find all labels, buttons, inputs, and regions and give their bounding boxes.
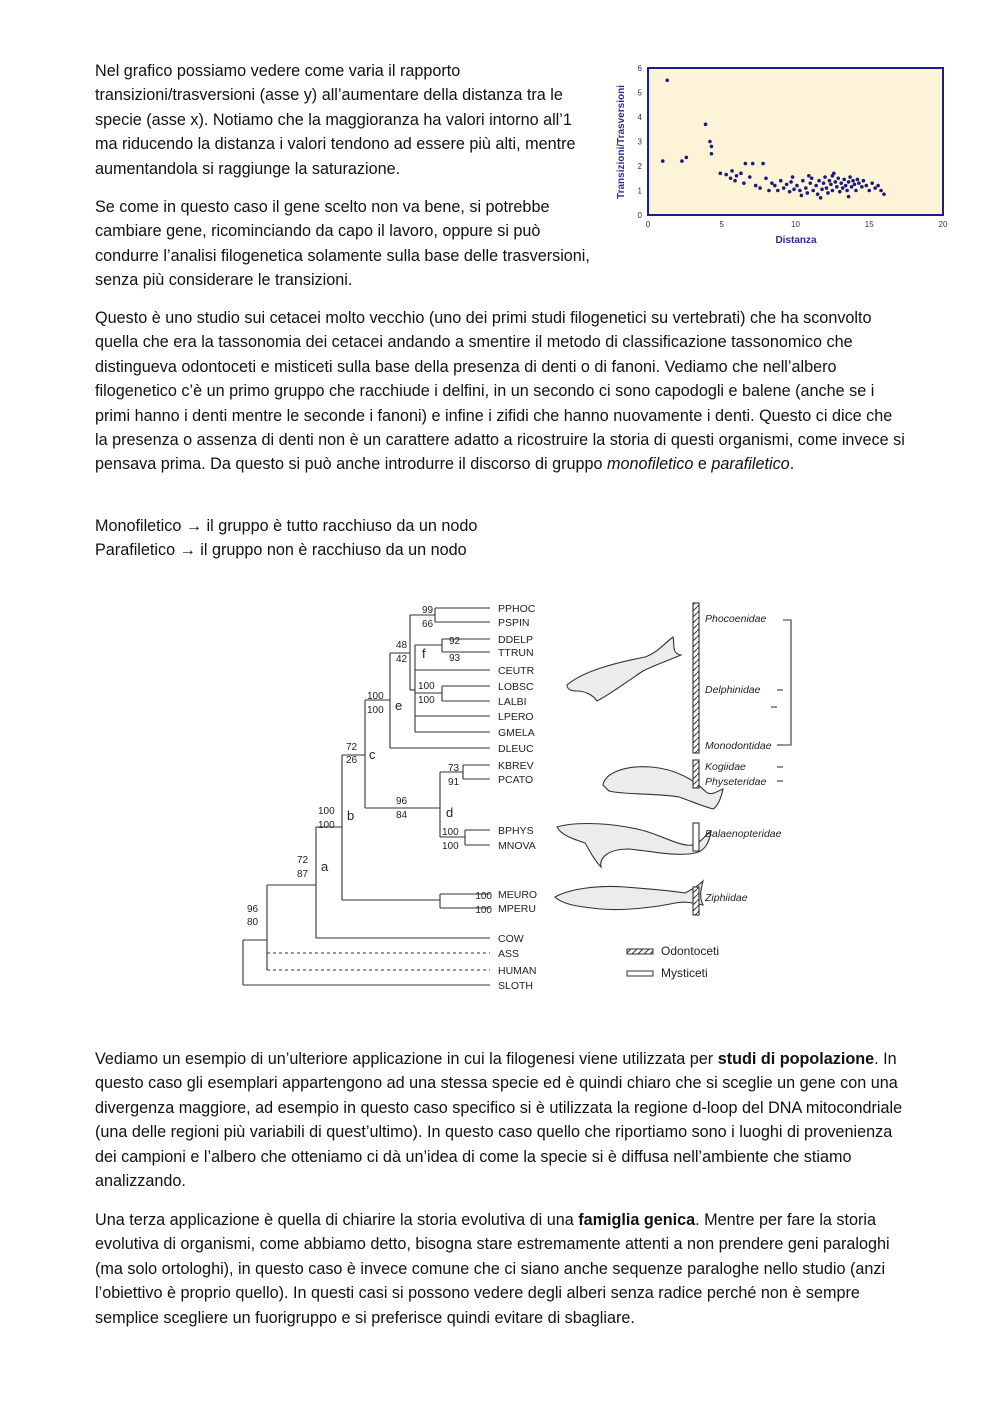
taxon-label: ASS [498, 948, 520, 960]
support-value: 72 [346, 742, 358, 753]
definition-paraphyletic: Parafiletico → il gruppo non è racchiuso da un nodo [95, 541, 467, 559]
data-point [834, 180, 838, 184]
data-point [761, 162, 765, 166]
support-value: 48 [396, 640, 408, 651]
scatter-chart [614, 62, 954, 252]
data-point [850, 185, 854, 189]
data-point [724, 173, 728, 177]
data-point [789, 180, 793, 184]
data-point [862, 179, 866, 183]
x-tick-label: 5 [719, 220, 724, 229]
data-point [735, 174, 739, 178]
support-value: 100 [442, 841, 459, 852]
odontoceti-swatch [627, 949, 653, 954]
support-value: 26 [346, 755, 358, 766]
taxon-label: MPERU [498, 903, 536, 915]
family-label: Balaenopteridae [705, 828, 782, 840]
data-point [806, 191, 810, 195]
tree-legend [627, 944, 719, 980]
node-letter-d: d [446, 805, 454, 820]
taxon-label: LALBI [498, 696, 527, 708]
node-letter-b: b [347, 808, 355, 823]
data-point [835, 185, 839, 189]
term-parafiletico: parafiletico [711, 455, 790, 474]
taxon-label: LPERO [498, 711, 534, 723]
data-point [838, 190, 842, 194]
data-point [782, 186, 786, 190]
taxon-label: COW [498, 933, 524, 945]
support-value: 100 [442, 827, 459, 838]
family-label: Phocoenidae [705, 613, 767, 625]
support-value: 72 [297, 855, 309, 866]
tree-branches [243, 608, 490, 985]
period: . [789, 455, 795, 474]
data-point [856, 178, 860, 182]
paragraph-cetacea-study [95, 306, 905, 477]
data-point [773, 184, 777, 188]
support-value: 100 [318, 820, 335, 831]
support-value: 73 [448, 763, 460, 774]
support-value: 100 [367, 705, 384, 716]
data-point [873, 186, 877, 190]
data-point [792, 187, 796, 191]
paragraph-gene-family-body: . Mentre per fare la storia evolutiva di organismi, come abbiamo detto, bisogna stare estremamente attenti a non prendere geni paraloghi (ma solo ortologhi), in questo caso è invece comune che ci siano anche sequenze paraloghe nello studio (anzi l’obiettivo è proprio quello). In questi casi si possono vedere degli alberi senza radice perché non è sempre semplice scegliere un fuorigruppo e si preferisce quindi evitare di sbagliare. [95, 1211, 890, 1327]
node-letter-f: f [422, 646, 426, 661]
odontoceti-bar [693, 887, 699, 915]
data-point [820, 187, 824, 191]
plot-area [648, 68, 943, 215]
support-value: 100 [418, 695, 435, 706]
data-point [661, 159, 665, 163]
support-value: 100 [367, 691, 384, 702]
node-letter-c: c [369, 747, 376, 762]
data-point [733, 179, 737, 183]
support-value: 87 [297, 869, 309, 880]
support-value: 92 [449, 636, 461, 647]
support-value: 100 [475, 905, 492, 916]
data-point [823, 175, 827, 179]
data-point [867, 189, 871, 193]
data-point [685, 156, 689, 160]
data-point [853, 183, 857, 187]
data-point [814, 184, 818, 188]
support-value: 100 [475, 891, 492, 902]
conjunction: e [693, 455, 712, 474]
data-point [754, 184, 758, 188]
family-brackets [771, 620, 791, 781]
data-point [882, 192, 886, 196]
support-value: 93 [449, 653, 461, 664]
taxon-label: DDELP [498, 634, 534, 646]
x-tick-label: 20 [938, 220, 948, 229]
data-point [704, 123, 708, 127]
node-letter-a: a [321, 859, 329, 874]
data-point [785, 183, 789, 187]
data-point [800, 194, 804, 198]
data-point [665, 78, 669, 82]
data-point [776, 189, 780, 193]
legend-odontoceti: Odontoceti [661, 944, 720, 958]
data-point [836, 176, 840, 180]
data-point [839, 181, 843, 185]
data-point [817, 179, 821, 183]
y-tick-labels [638, 64, 643, 220]
data-point [819, 196, 823, 200]
data-point [788, 190, 792, 194]
taxon-label: KBREV [498, 760, 534, 772]
taxon-label: HUMAN [498, 965, 537, 977]
node-letter-e: e [395, 698, 403, 713]
data-point [710, 152, 714, 156]
x-tick-label: 10 [791, 220, 800, 229]
y-tick-label: 3 [637, 137, 642, 147]
data-point [847, 180, 851, 184]
odontoceti-bar [693, 760, 699, 788]
support-value: 80 [247, 917, 259, 928]
taxon-label: BPHYS [498, 825, 534, 837]
family-labels [704, 613, 782, 904]
data-point [825, 186, 829, 190]
dashed-branches [267, 953, 490, 970]
taxon-label: TTRUN [498, 647, 534, 659]
data-point [779, 179, 783, 183]
data-point [854, 189, 858, 193]
x-tick-label: 15 [864, 220, 874, 229]
support-value: 100 [418, 681, 435, 692]
paragraph-cetacea-text: Questo è uno studio sui cetacei molto vecchio (uno dei primi studi filogenetici su vertebrati) che ha sconvolto quella che era la tassonomia dei cetacei andando a smentire il metodo di classificazione tassonomico che distingueva odontoceti e misticeti sulla base della presenza di denti o di fanoni. Vediamo che nell’albero filogenetico c’è un primo gruppo che racchiude i delfini, in un secondo ci sono capodogli e balene (anche se i primi hanno i denti mentre le seconde i fanoni) e infine i zifidi che hanno nuovamente i denti. Questo ci dice che la presenza o assenza di denti non è un carattere adatto a ricostruire la storia di questi organismi, come invece si pensava prima. Da questo si può anche introdurre il discorso di gruppo [95, 309, 905, 474]
data-point [860, 185, 864, 189]
data-point [680, 159, 684, 163]
support-value: 100 [318, 806, 335, 817]
data-point [870, 181, 874, 185]
data-point [857, 181, 861, 185]
data-point [708, 140, 712, 144]
data-point [865, 184, 869, 188]
data-point [842, 178, 846, 182]
family-label: Kogiidae [705, 761, 746, 773]
data-point [795, 184, 799, 188]
odontoceti-bar [693, 603, 699, 753]
y-tick-label: 5 [637, 88, 642, 98]
paragraph-gene-family-intro: Una terza applicazione è quella di chiarire la storia evolutiva di una [95, 1211, 579, 1229]
data-point [798, 189, 802, 193]
paragraph-ratio-description: Nel grafico possiamo vedere come varia il rapporto transizioni/trasversioni (asse y) all’aumentare della distanza tra le specie (asse x). Notiamo che la maggioranza ha valori intorno all’1 ma riducendo la distanza i valori tendono ad essere più alti, mentre aumentandola si raggiunge la saturazione. [95, 62, 576, 178]
data-point [847, 195, 851, 199]
data-point [816, 192, 820, 196]
family-label: Delphinidae [705, 684, 761, 696]
support-value: 66 [422, 619, 434, 630]
x-tick-labels [646, 220, 948, 229]
mysticeti-swatch [627, 971, 653, 976]
data-point [845, 189, 849, 193]
paragraph-population-body: . In questo caso gli esemplari appartengono ad una stessa specie ed è quindi chiaro che si sceglie un gene con una divergenza maggiore, ad esempio in questo caso specifico si è utilizzata la regione d-loop del DNA mitocondriale (una delle regioni più variabili di quest’ultimo). In questo caso quello che riportiamo sono i luoghi di provenienza dei campioni e l’albero che otteniamo ci dà un’idea di come la specie si è diffusa nell’ambiente che stiamo analizzando. [95, 1050, 903, 1191]
data-point [710, 145, 714, 149]
data-point [810, 176, 814, 180]
x-axis-label: Distanza [775, 235, 817, 246]
data-point [807, 174, 811, 178]
data-point [826, 191, 830, 195]
taxon-label: LOBSC [498, 681, 534, 693]
taxon-label: PPHOC [498, 603, 536, 615]
family-label: Monodontidae [705, 740, 772, 752]
definition-monophyletic: Monofiletico → il gruppo è tutto racchiuso da un nodo [95, 517, 478, 535]
data-point [801, 179, 805, 183]
data-point [730, 169, 734, 173]
family-label: Ziphiidae [705, 892, 748, 904]
x-tick-label: 0 [645, 220, 651, 229]
y-tick-label: 0 [637, 211, 642, 220]
data-point [841, 186, 845, 190]
y-axis-label: Transizioni/Trasversioni [616, 85, 627, 199]
data-point [764, 176, 768, 180]
data-point [851, 179, 855, 183]
taxon-label: DLEUC [498, 743, 534, 755]
data-point [831, 189, 835, 193]
data-point [770, 181, 774, 185]
y-tick-label: 6 [637, 64, 642, 73]
support-value: 42 [396, 654, 408, 665]
data-point [729, 176, 733, 180]
data-point [822, 181, 826, 185]
taxon-label: PCATO [498, 774, 534, 786]
data-point [718, 172, 722, 176]
mysticeti-bar [693, 823, 699, 851]
taxon-label: MNOVA [498, 840, 536, 852]
taxon-label: MEURO [498, 889, 538, 901]
taxon-label: GMELA [498, 727, 535, 739]
data-point [811, 189, 815, 193]
bootstrap-values [247, 605, 492, 928]
family-bars [693, 603, 699, 915]
data-point [829, 183, 833, 187]
data-point [879, 189, 883, 193]
paragraph-population-studies [95, 1047, 905, 1193]
paragraph-gene-family [95, 1208, 905, 1330]
family-label: Physeteridae [705, 776, 767, 788]
term-gene-family: famiglia genica [578, 1211, 696, 1229]
paragraph-gene-choice: Se come in questo caso il gene scelto non va bene, si potrebbe cambiare gene, ricominciando da capo il lavoro, oppure si può condurre l’analisi filogenetica solamente sulla base delle trasversioni, senza più considerare le transizioni. [95, 198, 590, 290]
humpback-whale-icon [557, 824, 711, 867]
support-value: 91 [448, 777, 460, 788]
data-point [876, 184, 880, 188]
y-tick-label: 4 [637, 113, 642, 122]
data-point [832, 172, 836, 176]
data-point [767, 189, 771, 193]
data-point [744, 162, 748, 166]
support-value: 84 [396, 810, 408, 821]
taxon-label: SLOTH [498, 980, 534, 992]
support-value: 96 [396, 796, 408, 807]
dolphin-icon [567, 637, 681, 701]
data-point [848, 175, 852, 179]
data-point [739, 172, 743, 176]
term-population-studies: studi di popolazione [717, 1050, 875, 1068]
data-point [804, 186, 808, 190]
y-tick-label: 2 [637, 162, 642, 171]
support-value: 99 [422, 605, 434, 616]
data-point [751, 162, 755, 166]
legend-mysticeti: Mysticeti [661, 966, 708, 980]
support-value: 96 [247, 904, 259, 915]
data-point [748, 175, 752, 179]
data-point [758, 186, 762, 190]
data-point [742, 181, 746, 185]
data-point [844, 184, 848, 188]
beaked-whale-icon [555, 881, 703, 910]
data-point [791, 175, 795, 179]
term-monofiletico: monofiletico [607, 455, 694, 474]
data-point [808, 181, 812, 185]
taxon-label: PSPIN [498, 617, 530, 629]
y-tick-label: 1 [637, 186, 642, 196]
taxon-label: CEUTR [498, 665, 535, 677]
cetacean-phylogenetic-tree [205, 595, 805, 995]
taxon-labels [498, 603, 537, 992]
paragraph-population-intro: Vediamo un esempio di un’ulteriore applicazione in cui la filogenesi viene utilizzata per [95, 1050, 718, 1068]
data-point [828, 179, 832, 183]
